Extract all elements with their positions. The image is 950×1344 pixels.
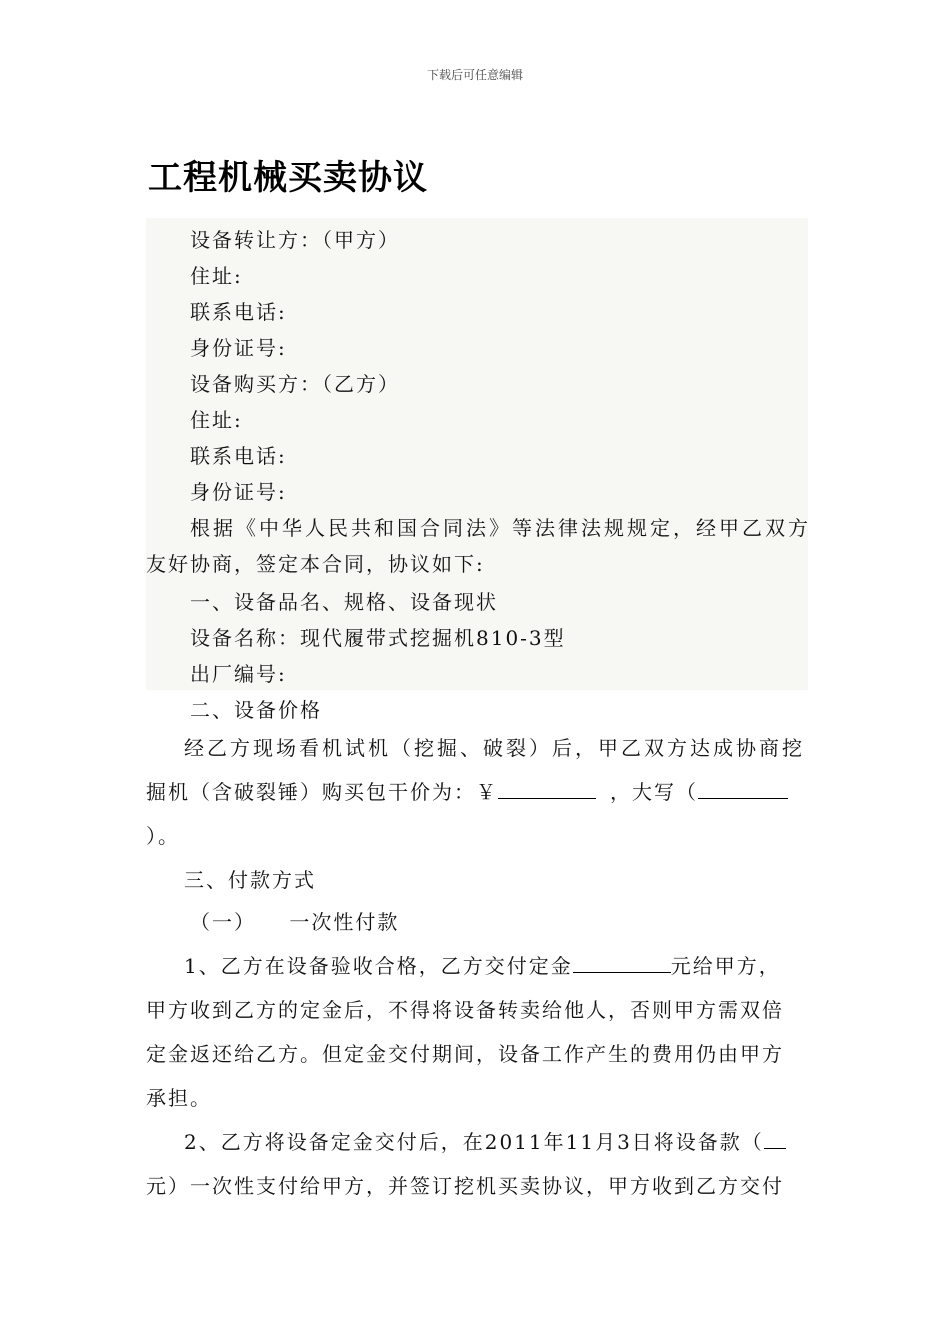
item2-line-1-text: 2、乙方将设备定金交付后，在2011年11月3日将设备款（ — [184, 1130, 764, 1154]
party-a-id: 身份证号: — [190, 336, 287, 360]
item1-line-2: 甲方收到乙方的定金后，不得将设备转卖给他人，否则甲方需双倍 — [146, 998, 784, 1022]
equipment-name: 设备名称：现代履带式挖掘机810-3型 — [190, 626, 566, 650]
price-words-label: ，大写（ — [610, 780, 698, 804]
deposit-blank — [573, 954, 671, 973]
document-title: 工程机械买卖协议 — [148, 158, 428, 198]
party-b-label: 设备购买方：（乙方） — [190, 372, 400, 396]
item2-line-2: 元）一次性支付给甲方，并签订挖机买卖协议，甲方收到乙方交付 — [146, 1174, 784, 1198]
price-line-2 — [146, 776, 788, 805]
intro-line-2: 友好协商，签定本合同，协议如下: — [146, 552, 485, 576]
item2-line-1 — [184, 1126, 786, 1155]
item1-line-1-a: 1、乙方在设备验收合格，乙方交付定金 — [184, 954, 573, 978]
section3-subheading: （一） 一次性付款 — [190, 910, 400, 934]
price-words-blank — [698, 780, 788, 799]
party-a-address: 住址: — [190, 264, 243, 288]
intro-line-1: 根据《中华人民共和国合同法》等法律法规规定，经甲乙双方 — [190, 516, 811, 540]
item1-line-1 — [184, 950, 781, 979]
price-label: 掘机（含破裂锤）购买包干价为：￥ — [146, 780, 498, 804]
price-blank — [498, 780, 596, 799]
item1-line-4: 承担。 — [146, 1086, 212, 1110]
price-line-3: ）。 — [146, 824, 180, 848]
payment-blank — [764, 1130, 786, 1149]
party-a-phone: 联系电话: — [190, 300, 287, 324]
serial-number: 出厂编号: — [190, 662, 287, 686]
section3-heading: 三、付款方式 — [184, 868, 316, 892]
party-b-id: 身份证号: — [190, 480, 287, 504]
party-a-label: 设备转让方：（甲方） — [190, 228, 400, 252]
item1-line-3: 定金返还给乙方。但定金交付期间，设备工作产生的费用仍由甲方 — [146, 1042, 784, 1066]
header-note: 下载后可任意编辑 — [426, 68, 523, 82]
section1-heading: 一、设备品名、规格、设备现状 — [190, 590, 498, 614]
item1-line-1-b: 元给甲方， — [670, 954, 781, 978]
party-b-phone: 联系电话: — [190, 444, 287, 468]
price-line-1: 经乙方现场看机试机（挖掘、破裂）后，甲乙双方达成协商挖 — [184, 736, 805, 760]
section2-heading: 二、设备价格 — [190, 698, 322, 722]
party-b-address: 住址: — [190, 408, 243, 432]
